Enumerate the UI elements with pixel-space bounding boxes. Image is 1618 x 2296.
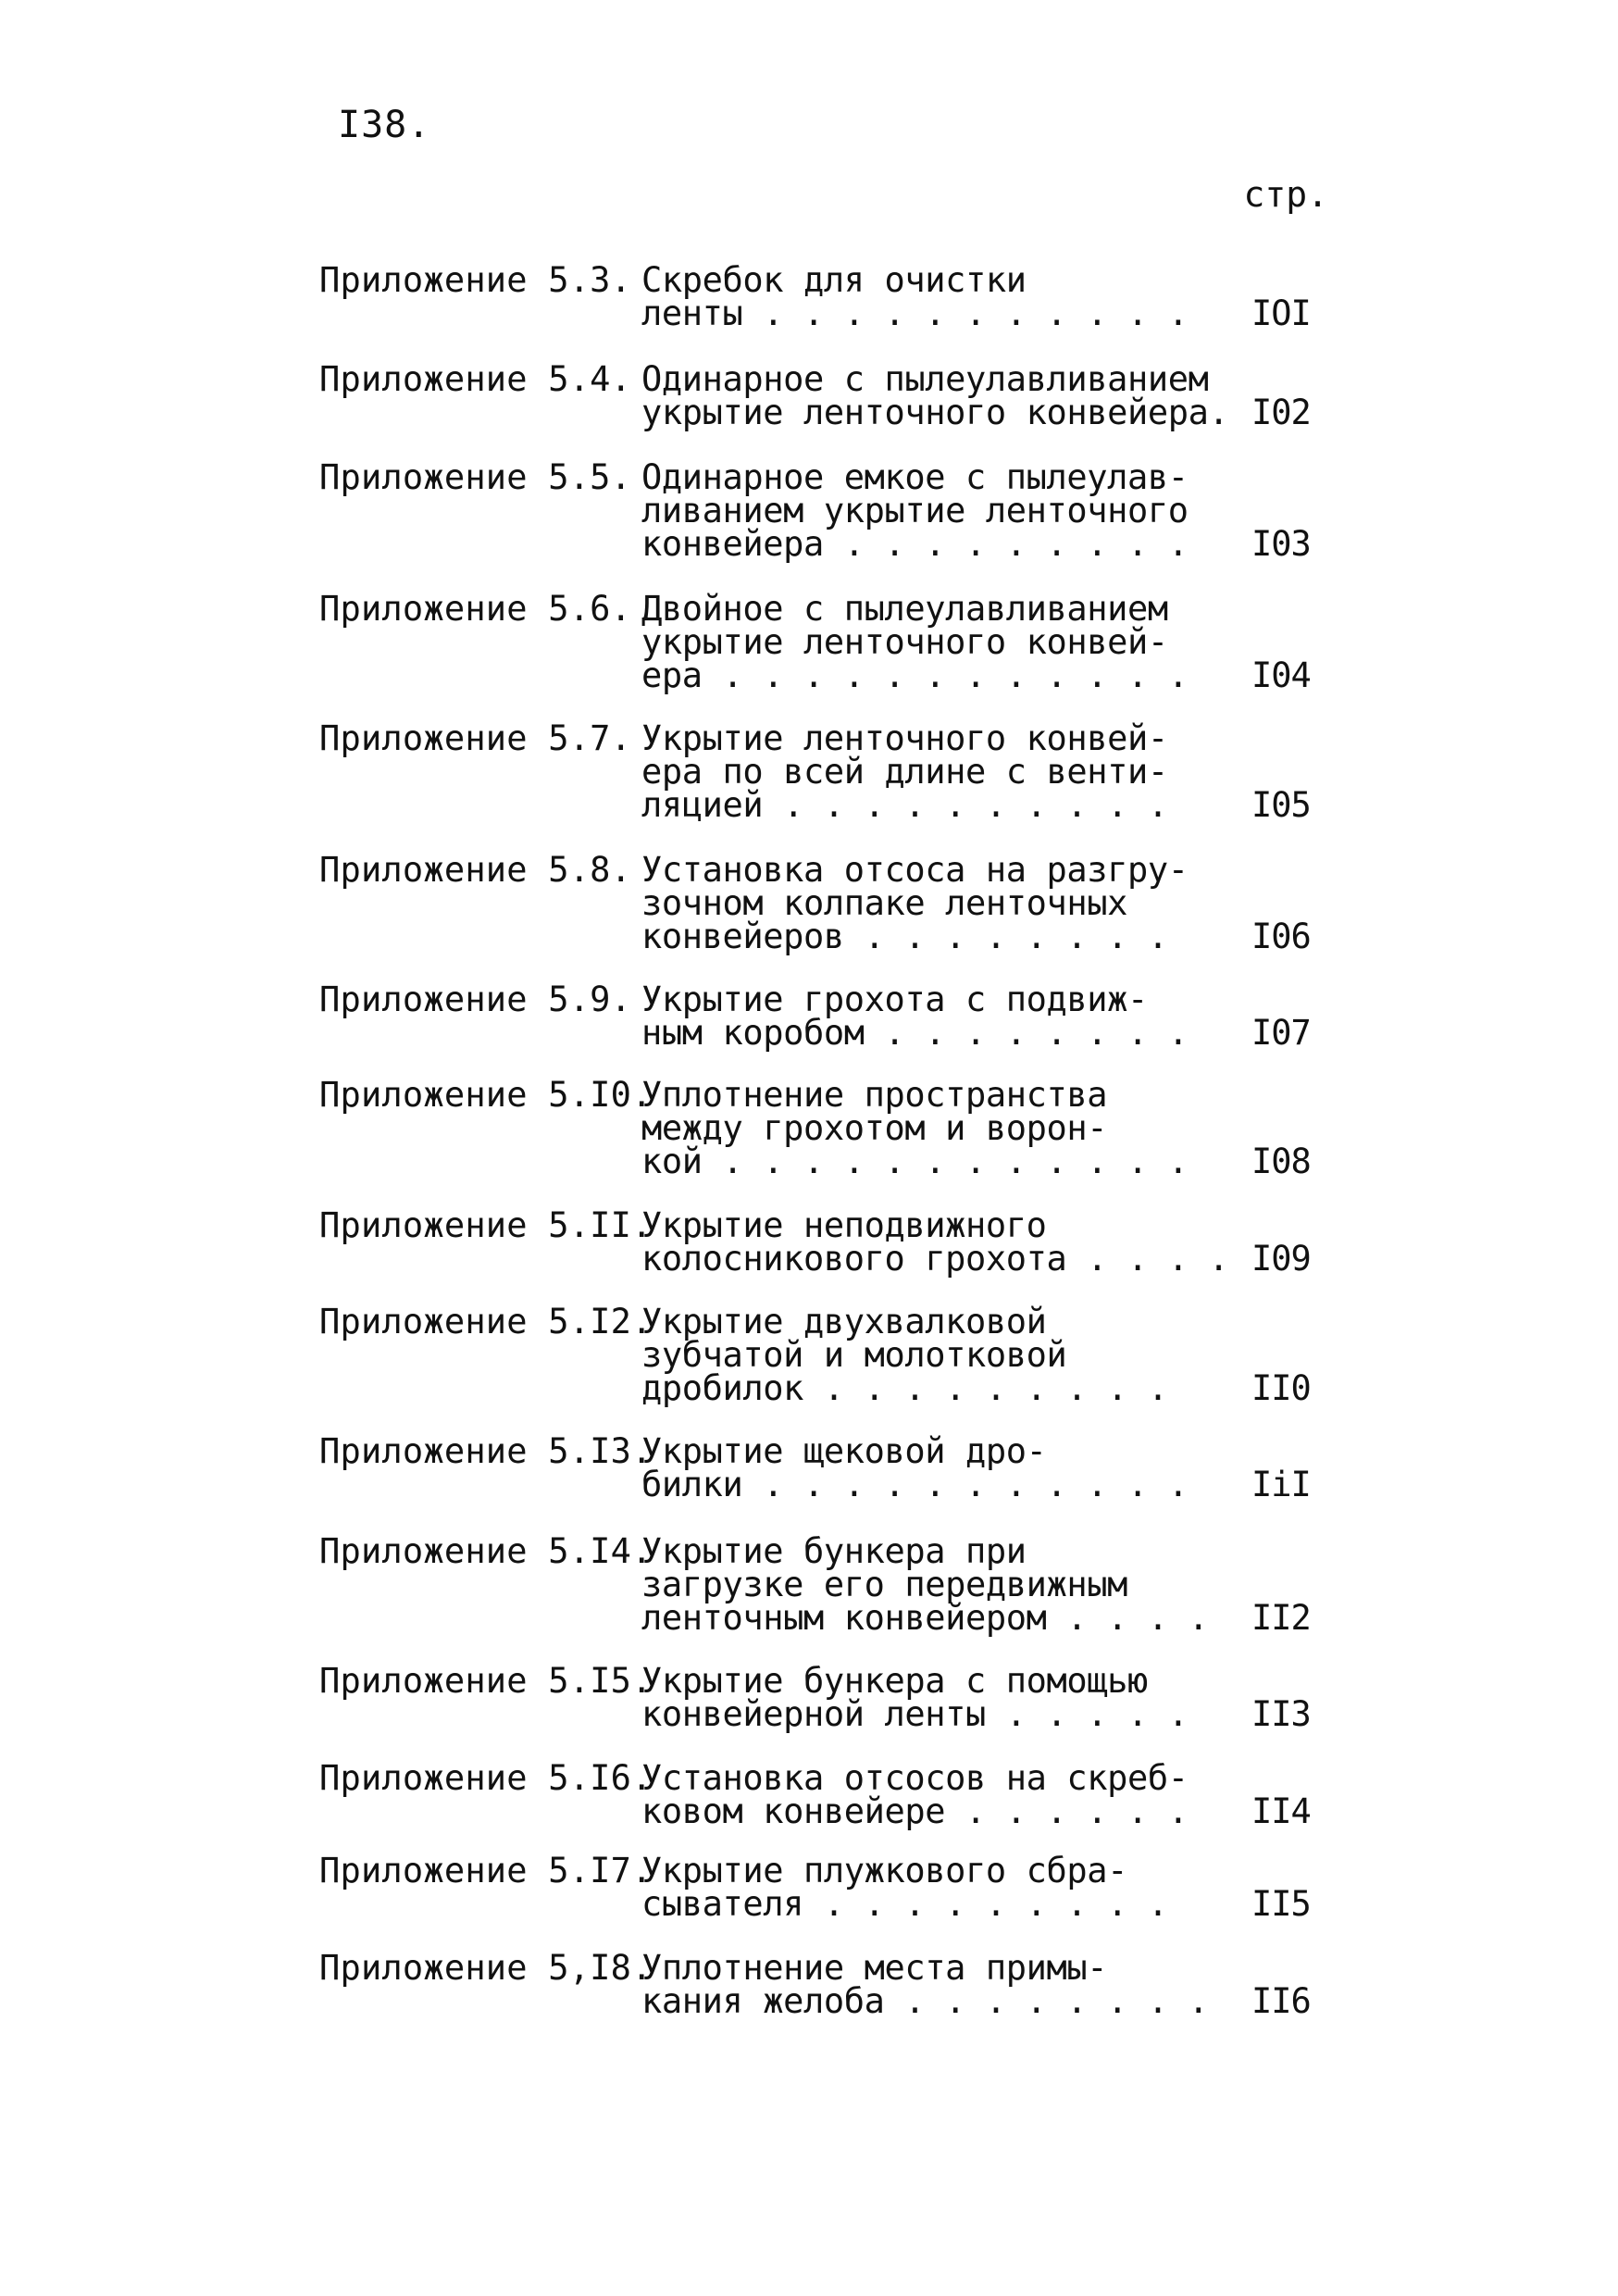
toc-entry-label: Приложение 5.I6. bbox=[319, 1758, 653, 1798]
toc-entry-page-number: II3 bbox=[1251, 1694, 1311, 1734]
toc-entry-title-line: Укрытие бункера при bbox=[641, 1531, 1027, 1571]
toc-entry-title-line: зочном колпаке ленточных bbox=[641, 883, 1128, 923]
toc-entry-title bbox=[641, 980, 1234, 1053]
toc-entry-title bbox=[641, 850, 1234, 956]
toc-entry-label: Приложение 5.II. bbox=[319, 1205, 653, 1245]
toc-entry-page-number: I08 bbox=[1251, 1142, 1311, 1181]
toc-entry-title-line: ливанием укрытие ленточного bbox=[641, 491, 1189, 530]
toc-entry-title-line: кой . . . . . . . . . . . . bbox=[641, 1142, 1189, 1181]
toc-entry-label: Приложение 5.I5. bbox=[319, 1661, 653, 1701]
toc-entry-title-line: укрытие ленточного конвейера. bbox=[641, 393, 1229, 432]
toc-entry-title-line: конвейера . . . . . . . . . bbox=[641, 524, 1189, 564]
toc-entry-title-line: Укрытие бункера с помощью bbox=[641, 1661, 1148, 1701]
toc-entry-page-number: I02 bbox=[1251, 393, 1311, 432]
toc-entry-title bbox=[641, 589, 1234, 695]
toc-entry-title-line: конвейерной ленты . . . . . bbox=[641, 1694, 1189, 1734]
toc-entry-title-line: колосникового грохота . . . . bbox=[641, 1239, 1229, 1279]
toc-entry-page-number: I06 bbox=[1251, 917, 1311, 956]
toc-entry-title-line: конвейеров . . . . . . . . bbox=[641, 917, 1168, 956]
toc-entry-title bbox=[641, 1661, 1234, 1734]
toc-entry-label: Приложение 5.I0. bbox=[319, 1075, 653, 1115]
toc-entry-title bbox=[641, 1851, 1234, 1924]
toc-entry-page-number: II0 bbox=[1251, 1368, 1311, 1408]
toc-entry-title-line: Скребок для очистки bbox=[641, 260, 1027, 300]
toc-entry-title-line: зубчатой и молотковой bbox=[641, 1335, 1067, 1375]
toc-entry-label: Приложение 5.I3. bbox=[319, 1431, 653, 1471]
toc-entry-page-number: I07 bbox=[1251, 1013, 1311, 1053]
toc-entry-title-line: ляцией . . . . . . . . . . bbox=[641, 785, 1168, 825]
toc-entry-title bbox=[641, 718, 1234, 825]
toc-entry-label: Приложение 5.I2. bbox=[319, 1302, 653, 1341]
toc-entry-title-line: дробилок . . . . . . . . . bbox=[641, 1368, 1168, 1408]
toc-entry-label: Приложение 5.3. bbox=[319, 260, 632, 300]
toc-entry-title bbox=[641, 1431, 1234, 1504]
toc-entry-page-number: IOI bbox=[1251, 293, 1311, 333]
toc-entry-page-number: I09 bbox=[1251, 1239, 1311, 1279]
toc-entry-label: Приложение 5.7. bbox=[319, 718, 632, 758]
toc-entry-title-line: сывателя . . . . . . . . . bbox=[641, 1884, 1168, 1924]
toc-entry-title-line: Установка отсосов на скреб- bbox=[641, 1758, 1189, 1798]
toc-entry-title-line: Установка отсоса на разгру- bbox=[641, 850, 1189, 890]
toc-entry-title-line: Укрытие неподвижного bbox=[641, 1205, 1047, 1245]
toc-entry-title-line: ера по всей длине с венти- bbox=[641, 752, 1168, 792]
toc-entry-title-line: Укрытие щековой дро- bbox=[641, 1431, 1047, 1471]
toc-entry-title bbox=[641, 1205, 1234, 1279]
toc-entry-title bbox=[641, 359, 1234, 432]
toc-entry-page-number: I04 bbox=[1251, 655, 1311, 695]
toc-entry-label: Приложение 5.9. bbox=[319, 980, 632, 1019]
toc-entry-title-line: кания желоба . . . . . . . . bbox=[641, 1981, 1209, 2021]
toc-entry-title-line: Одинарное емкое с пылеулав- bbox=[641, 457, 1189, 497]
toc-entry-title-line: ера . . . . . . . . . . . . bbox=[641, 655, 1189, 695]
toc-entry-page-number: II4 bbox=[1251, 1791, 1311, 1831]
toc-entry-title-line: Уплотнение места примы- bbox=[641, 1948, 1108, 1988]
toc-entry-title-line: Укрытие двухвалковой bbox=[641, 1302, 1047, 1341]
toc-entry-title bbox=[641, 1302, 1234, 1408]
toc-entry-title-line: Одинарное с пылеулавливанием bbox=[641, 359, 1209, 399]
toc-entry-title-line: укрытие ленточного конвей- bbox=[641, 622, 1168, 662]
toc-entry-label: Приложение 5,I8. bbox=[319, 1948, 653, 1988]
toc-entry-title bbox=[641, 1758, 1234, 1831]
toc-entry-title bbox=[641, 1948, 1234, 2021]
toc-entry-page-number: II6 bbox=[1251, 1981, 1311, 2021]
toc-entry-page-number: I05 bbox=[1251, 785, 1311, 825]
toc-entry-label: Приложение 5.8. bbox=[319, 850, 632, 890]
toc-entry-title bbox=[641, 457, 1234, 564]
toc-entry-title-line: ленты . . . . . . . . . . . bbox=[641, 293, 1189, 333]
toc-entry-title-line: Двойное с пылеулавливанием bbox=[641, 589, 1168, 629]
toc-entry-page-number: II5 bbox=[1251, 1884, 1311, 1924]
toc-entry-label: Приложение 5.6. bbox=[319, 589, 632, 629]
toc-entry-page-number: II2 bbox=[1251, 1598, 1311, 1638]
toc-entry-title-line: Уплотнение пространства bbox=[641, 1075, 1108, 1115]
toc-entry-title-line: между грохотом и ворон- bbox=[641, 1108, 1108, 1148]
toc-entry-page-number: IiI bbox=[1251, 1465, 1311, 1504]
toc-entry-title-line: ковом конвейере . . . . . . bbox=[641, 1791, 1189, 1831]
page-column-header: стр. bbox=[1243, 174, 1328, 215]
toc-entry-title-line: Укрытие плужкового сбра- bbox=[641, 1851, 1128, 1890]
toc-entry-title-line: Укрытие грохота с подвиж- bbox=[641, 980, 1148, 1019]
toc-entry-title bbox=[641, 1531, 1234, 1638]
toc-entry-label: Приложение 5.5. bbox=[319, 457, 632, 497]
toc-entry-title-line: загрузке его передвижным bbox=[641, 1565, 1128, 1604]
toc-entry-title-line: билки . . . . . . . . . . . bbox=[641, 1465, 1189, 1504]
toc-entry-label: Приложение 5.I7. bbox=[319, 1851, 653, 1890]
toc-entry-title-line: ным коробом . . . . . . . . bbox=[641, 1013, 1189, 1053]
toc-entry-title bbox=[641, 1075, 1234, 1181]
toc-entry-title-line: Укрытие ленточного конвей- bbox=[641, 718, 1168, 758]
toc-entry-label: Приложение 5.I4. bbox=[319, 1531, 653, 1571]
toc-entry-title-line: ленточным конвейером . . . . bbox=[641, 1598, 1209, 1638]
toc-entry-page-number: I03 bbox=[1251, 524, 1311, 564]
toc-entry-label: Приложение 5.4. bbox=[319, 359, 632, 399]
page-number: I38. bbox=[338, 104, 431, 146]
toc-entry-title bbox=[641, 260, 1234, 333]
